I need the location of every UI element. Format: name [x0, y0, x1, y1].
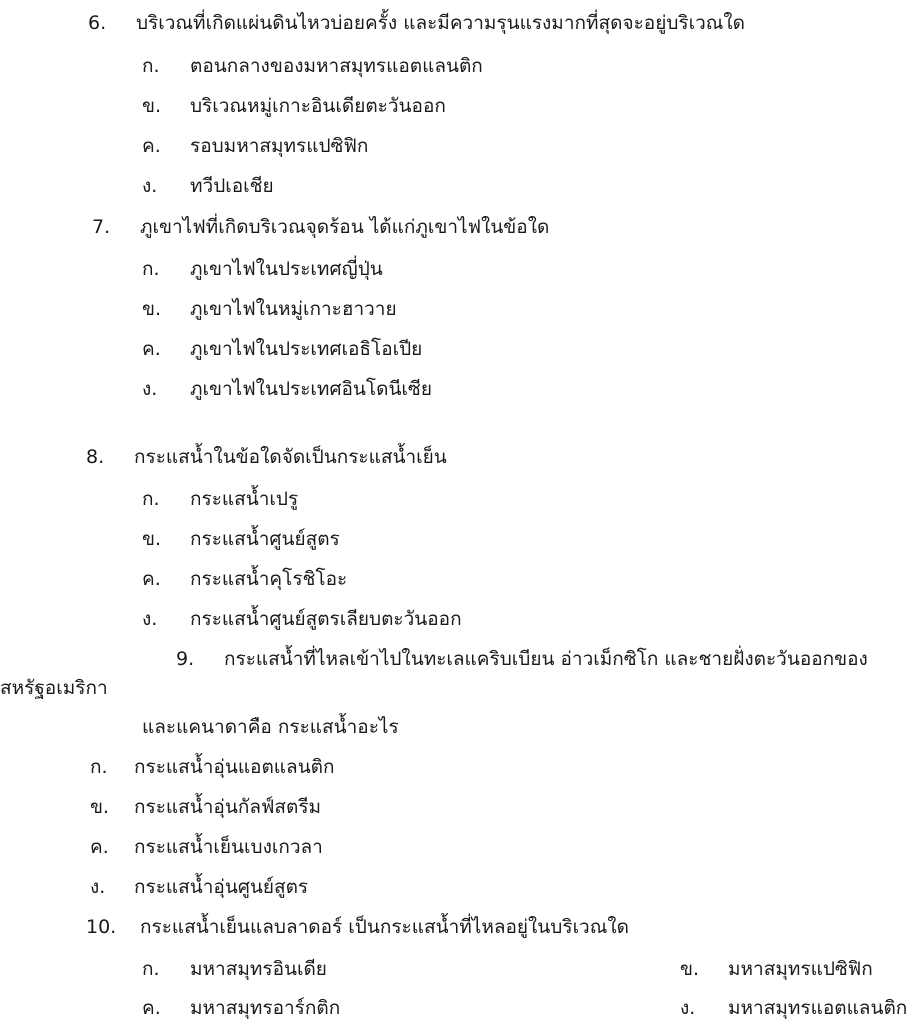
question-number: 9. — [176, 648, 195, 670]
option-text: รอบมหาสมุทรแปซิฟิก — [190, 135, 369, 157]
option-letter: ก. — [90, 756, 108, 778]
option-letter: ง. — [142, 175, 158, 197]
option-8-c[interactable] — [142, 570, 347, 589]
option-letter: ง. — [142, 608, 158, 630]
option-letter: ค. — [142, 135, 161, 157]
option-8-b[interactable] — [142, 530, 340, 549]
option-text: มหาสมุทรแปซิฟิก — [728, 958, 873, 980]
question-text: กระแสน้ำในข้อใดจัดเป็นกระแสน้ำเย็น — [134, 446, 447, 468]
question-text-cont: สหรัฐอเมริกา — [0, 677, 108, 699]
option-letter: ข. — [142, 95, 162, 117]
option-letter: ข. — [680, 958, 700, 980]
option-text: กระแสน้ำศูนย์สูตร — [190, 528, 340, 550]
option-text: มหาสมุทรอาร์กติก — [190, 997, 341, 1019]
option-text: ภูเขาไฟในหมู่เกาะฮาวาย — [190, 298, 397, 320]
option-letter: ข. — [142, 298, 162, 320]
question-number: 8. — [86, 446, 105, 468]
question-text: กระแสน้ำเย็นแลบลาดอร์ เป็นกระแสน้ำที่ไหลอยู่ในบริเวณใด — [140, 916, 629, 938]
option-7-c[interactable] — [142, 340, 422, 359]
option-text: กระแสน้ำอุ่นแอตแลนติก — [134, 756, 335, 778]
option-text: กระแสน้ำเย็นเบงเกวลา — [134, 836, 323, 858]
option-letter: ก. — [142, 958, 160, 980]
option-text: มหาสมุทรอินเดีย — [190, 958, 327, 980]
option-text: กระแสน้ำอุ่นกัลฟ์สตรีม — [134, 796, 322, 818]
option-letter: ง. — [680, 997, 696, 1019]
option-text: ตอนกลางของมหาสมุทรแอตแลนติก — [190, 55, 483, 77]
option-6-b[interactable] — [142, 97, 446, 116]
option-text: ทวีปเอเชีย — [190, 175, 274, 197]
option-letter: ก. — [142, 55, 160, 77]
option-9-d[interactable] — [90, 878, 308, 897]
question-10 — [86, 918, 629, 937]
question-6 — [88, 14, 745, 33]
question-number: 6. — [88, 12, 107, 34]
question-text: กระแสน้ำที่ไหลเข้าไปในทะเลแคริบเบียน อ่าวเม็กซิโก และชายฝั่งตะวันออกของ — [224, 648, 868, 670]
question-number: 10. — [86, 916, 117, 938]
option-text: มหาสมุทรแอตแลนติก — [728, 997, 908, 1019]
option-8-a[interactable] — [142, 490, 298, 509]
question-9-continuation-2 — [142, 718, 399, 737]
option-letter: ค. — [142, 568, 161, 590]
question-7 — [92, 218, 549, 237]
option-letter: ง. — [142, 378, 158, 400]
question-text: ภูเขาไฟที่เกิดบริเวณจุดร้อน ได้แก่ภูเขาไฟในข้อใด — [140, 216, 550, 238]
option-10-c[interactable] — [142, 999, 340, 1018]
option-letter: ค. — [142, 997, 161, 1019]
option-text: บริเวณหมู่เกาะอินเดียตะวันออก — [190, 95, 446, 117]
question-9-continuation — [0, 679, 108, 698]
question-8 — [86, 448, 447, 467]
option-9-c[interactable] — [90, 838, 323, 857]
option-text: กระแสน้ำคุโรชิโอะ — [190, 568, 348, 590]
option-letter: ข. — [142, 528, 162, 550]
option-letter: ค. — [142, 338, 161, 360]
option-letter: ข. — [90, 796, 110, 818]
option-text: กระแสน้ำศูนย์สูตรเลียบตะวันออก — [190, 608, 462, 630]
question-number: 7. — [92, 216, 111, 238]
option-9-a[interactable] — [90, 758, 335, 777]
question-9 — [176, 650, 868, 669]
option-10-b[interactable] — [680, 960, 873, 979]
option-text: ภูเขาไฟในประเทศอินโดนีเซีย — [190, 378, 432, 400]
option-8-d[interactable] — [142, 610, 462, 629]
option-text: ภูเขาไฟในประเทศเอธิโอเปีย — [190, 338, 423, 360]
option-10-a[interactable] — [142, 960, 327, 979]
option-letter: ง. — [90, 876, 106, 898]
option-6-d[interactable] — [142, 177, 274, 196]
option-text: กระแสน้ำเปรู — [190, 488, 299, 510]
question-text: บริเวณที่เกิดแผ่นดินไหวบ่อยครั้ง และมีความรุนแรงมากที่สุดจะอยู่บริเวณใด — [136, 12, 746, 34]
option-text: กระแสน้ำอุ่นศูนย์สูตร — [134, 876, 309, 898]
option-7-a[interactable] — [142, 260, 383, 279]
option-6-a[interactable] — [142, 57, 483, 76]
option-7-b[interactable] — [142, 300, 397, 319]
option-text: ภูเขาไฟในประเทศญี่ปุ่น — [190, 258, 383, 280]
option-letter: ก. — [142, 488, 160, 510]
option-9-b[interactable] — [90, 798, 321, 817]
option-letter: ค. — [90, 836, 109, 858]
option-10-d[interactable] — [680, 999, 907, 1018]
option-7-d[interactable] — [142, 380, 432, 399]
option-letter: ก. — [142, 258, 160, 280]
question-text-cont: และแคนาดาคือ กระแสน้ำอะไร — [142, 716, 399, 738]
option-6-c[interactable] — [142, 137, 368, 156]
